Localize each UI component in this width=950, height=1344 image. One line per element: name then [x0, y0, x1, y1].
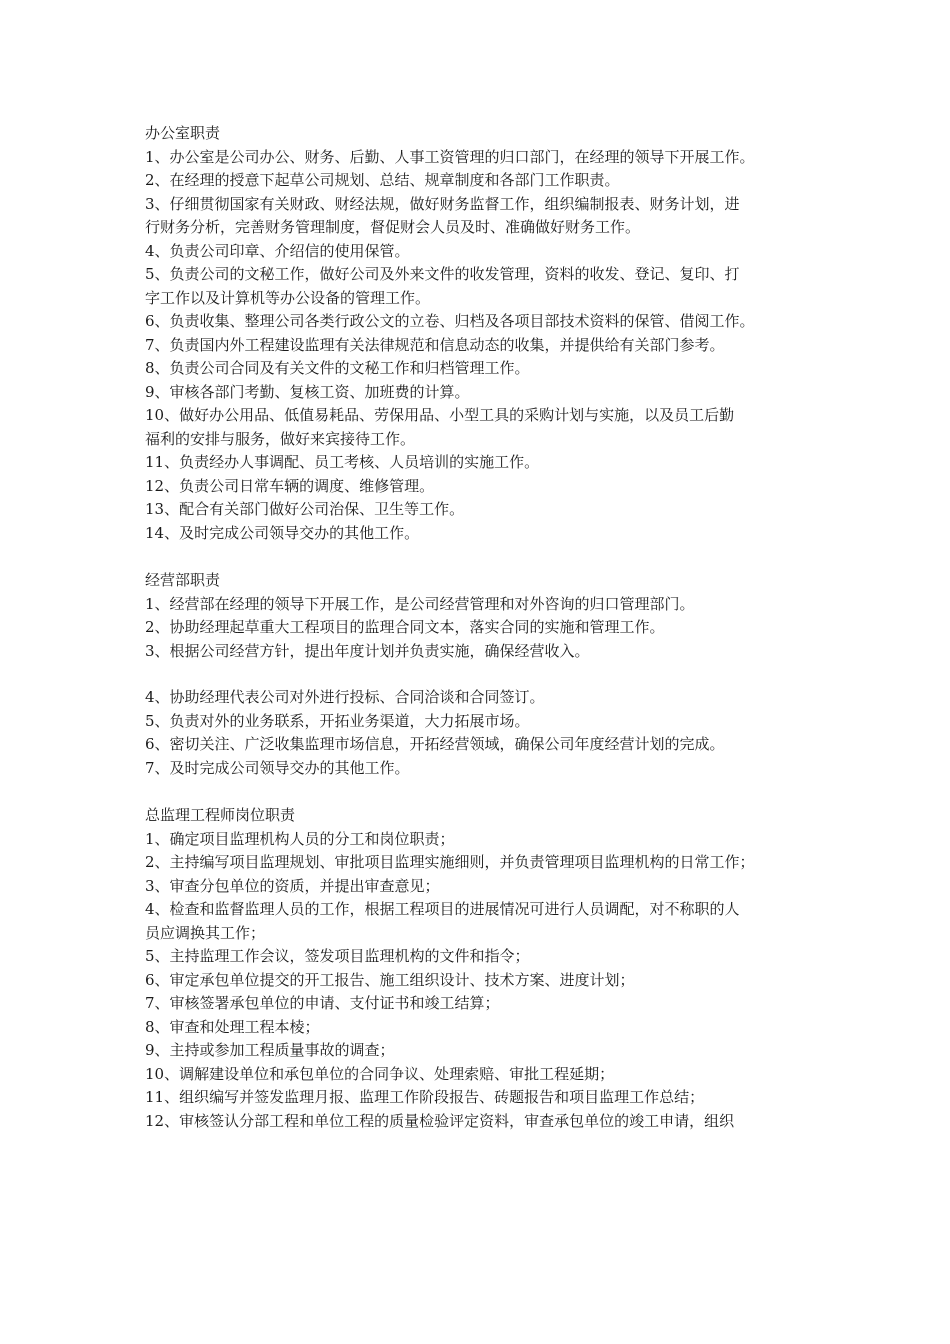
- business-duty-line: 7、及时完成公司领导交办的其他工作。: [145, 758, 410, 777]
- office-duty-line: 8、负责公司合同及有关文件的文秘工作和归档管理工作。: [145, 359, 530, 377]
- chief-duty-line: 7、审核签署承包单位的申请、支付证书和竣工结算；: [145, 994, 500, 1012]
- chief-duty-line: 6、审定承包单位提交的开工报告、施工组织设计、技术方案、进度计划；: [145, 970, 635, 989]
- business-duty-line: 1、经营部在经理的领导下开展工作，是公司经营管理和对外咨询的归口管理部门。: [145, 594, 695, 613]
- business-duty-line: 6、密切关注、广泛收集监理市场信息，开拓经营领域，确保公司年度经营计划的完成。: [145, 735, 725, 753]
- paragraph-spacer: [145, 663, 825, 686]
- chief-duty-line: 1、确定项目监理机构人员的分工和岗位职责；: [145, 829, 455, 848]
- chief-engineer-duty-list: [145, 828, 825, 1134]
- office-duty-line: 12、负责公司日常车辆的调度、维修管理。: [145, 476, 435, 495]
- chief-duty-line: 10、调解建设单位和承包单位的合同争议、处理索赔、审批工程延期；: [145, 1064, 615, 1083]
- office-duty-line: 9、审核各部门考勤、复核工资、加班费的计算。: [145, 382, 470, 401]
- section-spacer: [145, 780, 825, 804]
- office-duty-line: 13、配合有关部门做好公司治保、卫生等工作。: [145, 500, 465, 518]
- office-duty-list: [145, 146, 825, 546]
- chief-duty-line: 4、检查和监督监理人员的工作，根据工程项目的进展情况可进行人员调配，对不称职的人: [145, 900, 740, 918]
- office-duty-line: 1、办公室是公司办公、财务、后勤、人事工资管理的归口部门，在经理的领导下开展工作。: [145, 147, 755, 166]
- chief-duty-line: 12、审核签认分部工程和单位工程的质量检验评定资料，审查承包单位的竣工申请，组织: [145, 1111, 735, 1130]
- chief-duty-line: 5、主持监理工作会议，签发项目监理机构的文件和指令；: [145, 947, 530, 965]
- section-spacer: [145, 545, 825, 569]
- chief-duty-line: 3、审查分包单位的资质，并提出审查意见；: [145, 876, 440, 895]
- chief-duty-line: 11、组织编写并签发监理月报、监理工作阶段报告、砖题报告和项目监理工作总结；: [145, 1088, 705, 1106]
- business-duty-line: 5、负责对外的业务联系，开拓业务渠道，大力拓展市场。: [145, 711, 530, 730]
- office-duty-line: 14、及时完成公司领导交办的其他工作。: [145, 523, 420, 542]
- section-title-business: 经营部职责: [145, 571, 221, 589]
- section-title-office: 办公室职责: [145, 124, 221, 142]
- business-duty-line: 3、根据公司经营方针，提出年度计划并负责实施，确保经营收入。: [145, 641, 590, 660]
- office-duty-line: 4、负责公司印章、介绍信的使用保管。: [145, 241, 410, 260]
- section-title-chief-engineer: 总监理工程师岗位职责: [145, 806, 296, 824]
- office-duty-line: 福利的安排与服务，做好来宾接待工作。: [145, 429, 416, 448]
- chief-duty-line: 8、审查和处理工程本棱；: [145, 1017, 320, 1036]
- office-duty-line: 行财务分析，完善财务管理制度，督促财会人员及时、准确做好财务工作。: [145, 218, 641, 236]
- document-page: [145, 122, 825, 1133]
- business-duty-line: 2、协助经理起草重大工程项目的监理合同文本，落实合同的实施和管理工作。: [145, 618, 665, 636]
- chief-duty-line: 员应调换其工作；: [145, 923, 266, 942]
- business-duty-line: 4、协助经理代表公司对外进行投标、合同洽谈和合同签订。: [145, 688, 545, 706]
- chief-duty-line: 2、主持编写项目监理规划、审批项目监理实施细则，并负责管理项目监理机构的日常工作；: [145, 853, 755, 871]
- office-duty-line: 6、负责收集、整理公司各类行政公文的立卷、归档及各项目部技术资料的保管、借阅工作。: [145, 312, 755, 330]
- office-duty-line: 字工作以及计算机等办公设备的管理工作。: [145, 288, 431, 307]
- office-duty-line: 3、仔细贯彻国家有关财政、财经法规，做好财务监督工作，组织编制报表、财务计划，进: [145, 194, 740, 213]
- office-duty-line: 7、负责国内外工程建设监理有关法律规范和信息动态的收集，并提供给有关部门参考。: [145, 335, 725, 354]
- business-duty-list: [145, 593, 825, 781]
- office-duty-line: 5、负责公司的文秘工作，做好公司及外来文件的收发管理，资料的收发、登记、复印、打: [145, 265, 740, 283]
- chief-duty-line: 9、主持或参加工程质量事故的调查；: [145, 1041, 395, 1059]
- office-duty-line: 11、负责经办人事调配、员工考核、人员培训的实施工作。: [145, 453, 540, 471]
- office-duty-line: 10、做好办公用品、低值易耗品、劳保用品、小型工具的采购计划与实施，以及员工后勤: [145, 406, 735, 424]
- office-duty-line: 2、在经理的授意下起草公司规划、总结、规章制度和各部门工作职责。: [145, 171, 620, 189]
